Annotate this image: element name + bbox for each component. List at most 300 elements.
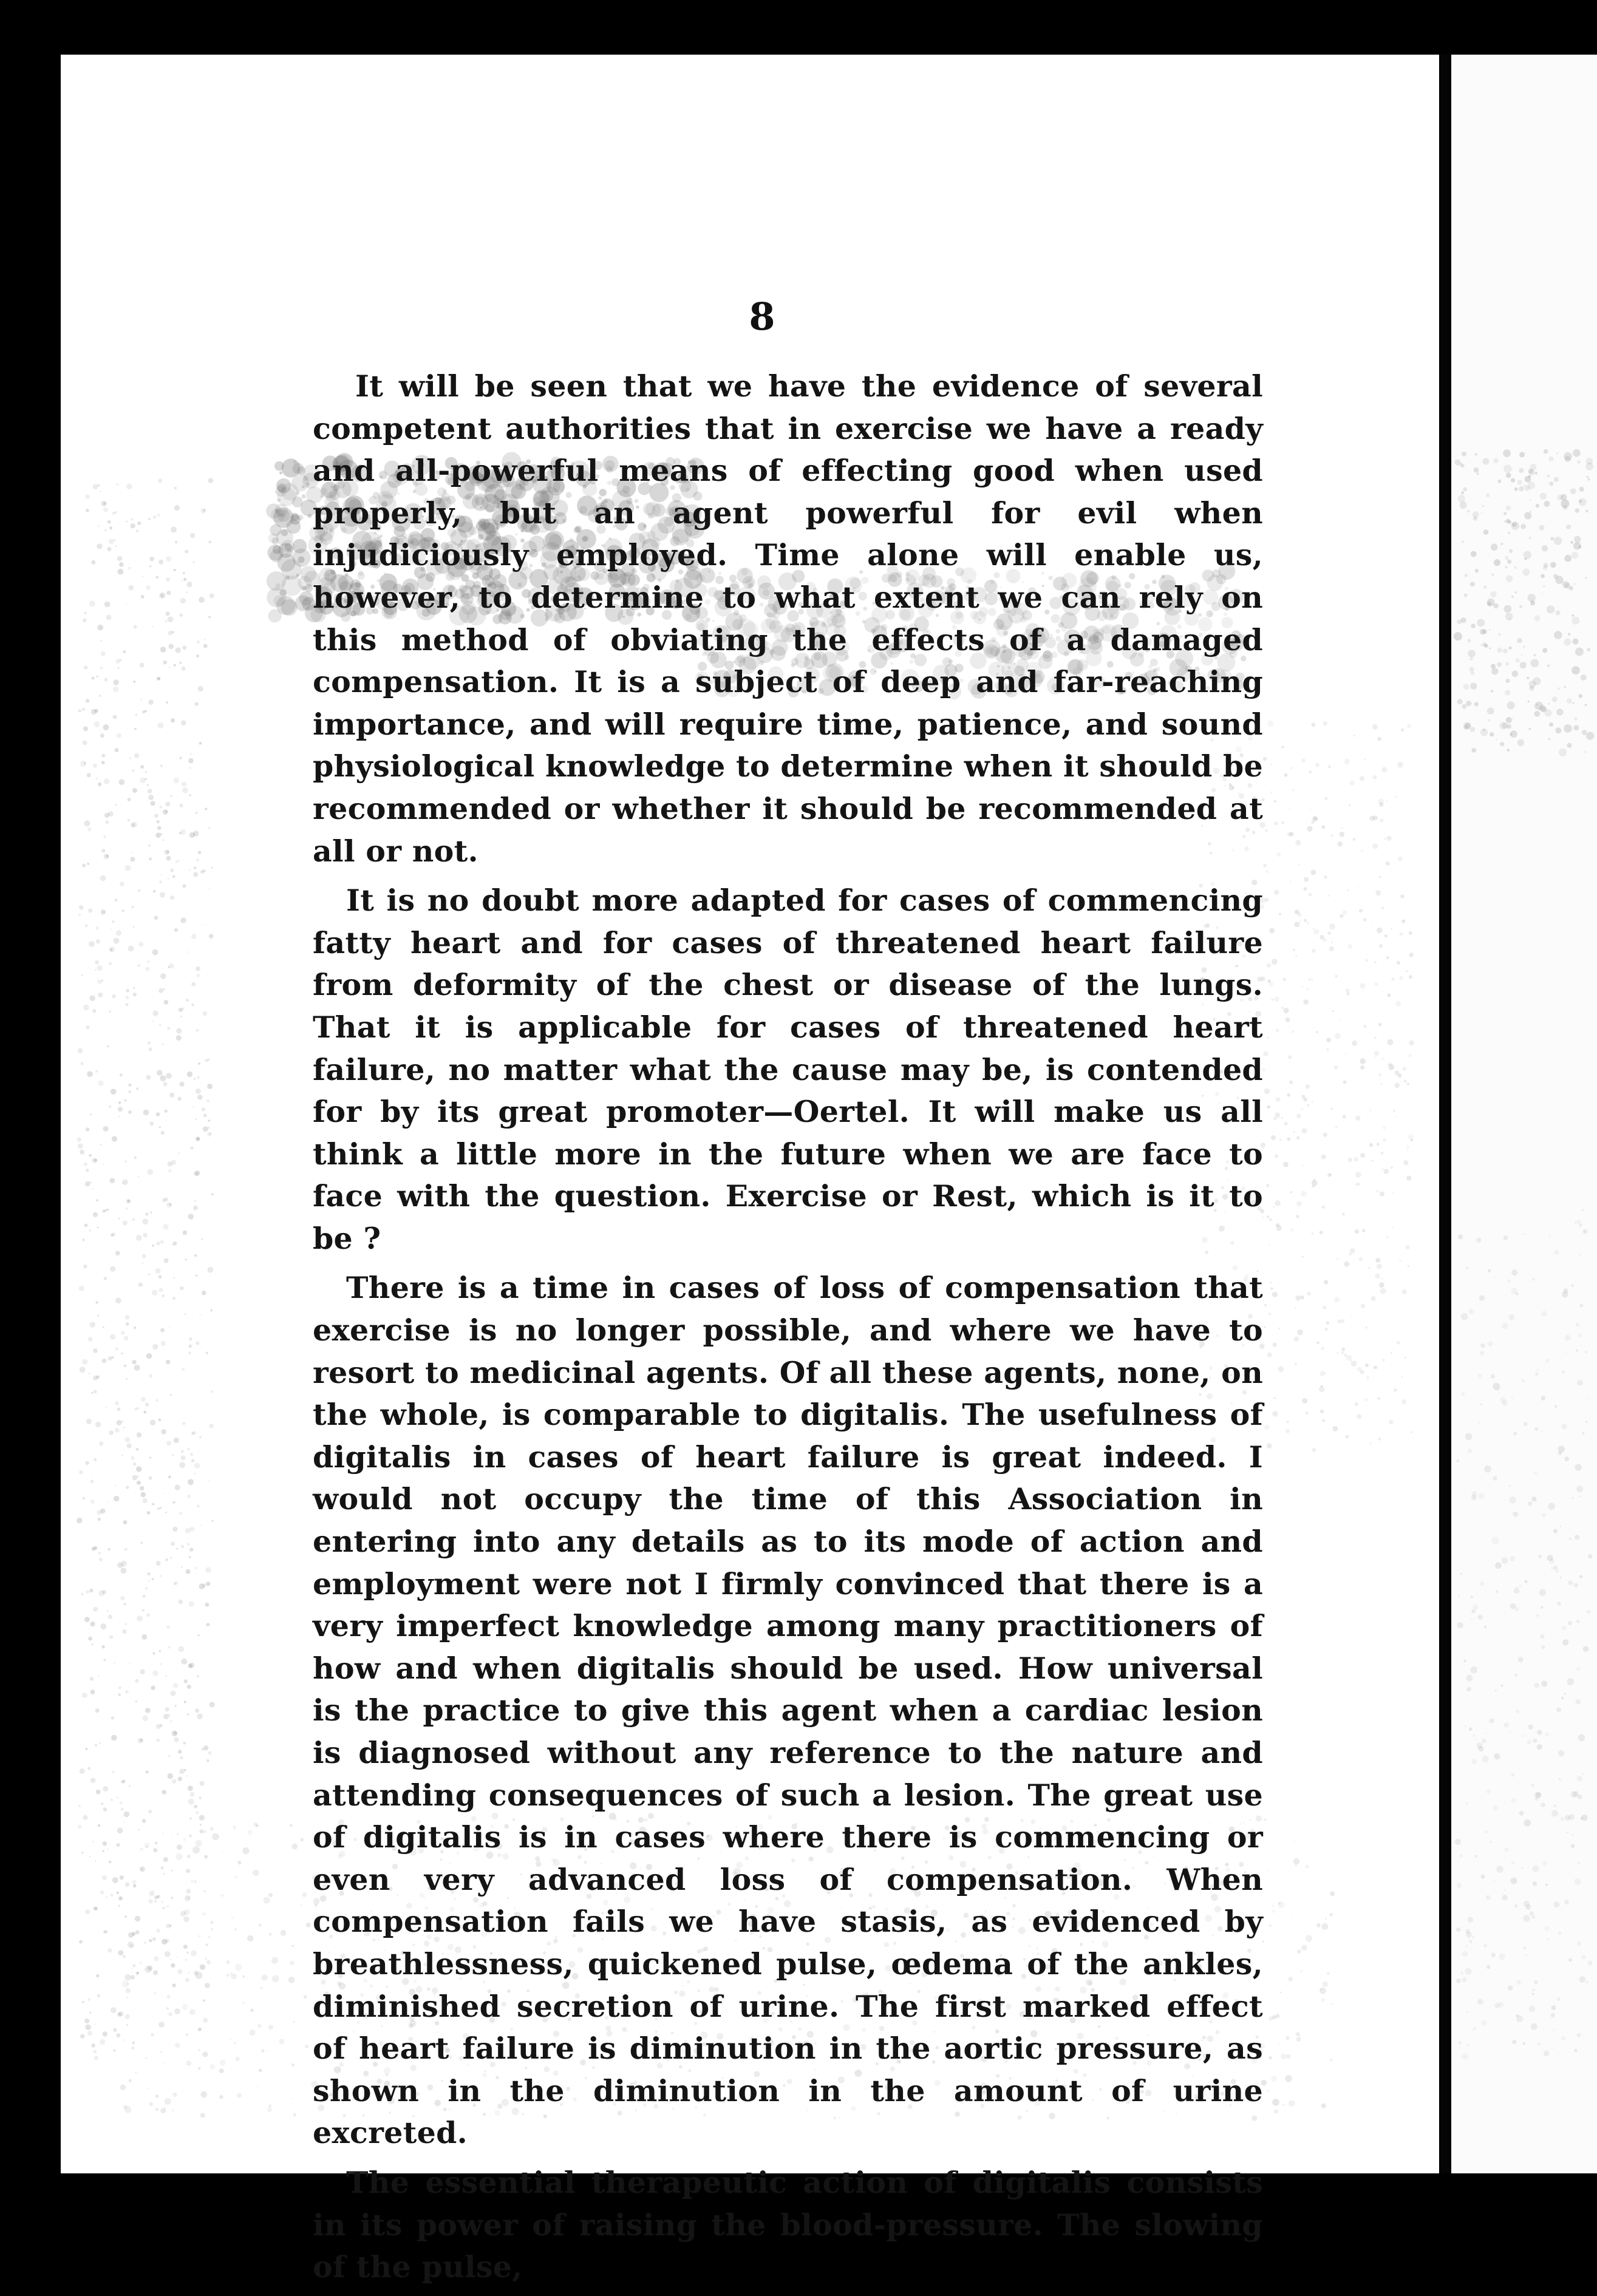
foxing-spot — [198, 851, 201, 854]
foxing-spot — [196, 1274, 197, 1276]
foxing-spot — [201, 1238, 203, 1240]
foxing-spot — [1404, 1080, 1407, 1083]
foxing-spot — [152, 1671, 158, 1676]
foxing-spot — [1316, 1031, 1318, 1033]
foxing-spot — [1469, 667, 1474, 671]
foxing-spot — [112, 1232, 115, 1236]
foxing-spot — [1502, 1557, 1508, 1563]
foxing-spot — [1308, 979, 1310, 981]
foxing-spot — [162, 1833, 163, 1834]
foxing-spot — [93, 764, 97, 768]
foxing-spot — [1334, 1297, 1340, 1303]
foxing-spot — [1551, 1567, 1553, 1569]
foxing-spot — [1508, 532, 1510, 534]
foxing-spot — [133, 993, 137, 996]
foxing-spot — [1502, 2022, 1503, 2023]
foxing-spot — [123, 1955, 126, 1958]
foxing-spot — [278, 483, 287, 492]
foxing-spot — [90, 996, 95, 1001]
foxing-spot — [1290, 767, 1292, 769]
foxing-spot — [1312, 949, 1316, 953]
foxing-spot — [293, 463, 304, 475]
foxing-spot — [1558, 1451, 1562, 1455]
foxing-spot — [1548, 457, 1553, 461]
foxing-spot — [1292, 1918, 1293, 1920]
foxing-spot — [1581, 674, 1587, 681]
foxing-spot — [1516, 1980, 1520, 1985]
foxing-spot — [80, 761, 86, 767]
foxing-spot — [1386, 956, 1389, 959]
foxing-spot — [82, 708, 86, 712]
foxing-spot — [1299, 920, 1301, 922]
foxing-spot — [290, 514, 301, 525]
foxing-spot — [230, 2039, 231, 2040]
foxing-spot — [1267, 1105, 1270, 1109]
foxing-spot — [82, 2001, 84, 2003]
foxing-spot — [209, 889, 210, 890]
foxing-spot — [1555, 576, 1564, 585]
foxing-spot — [1522, 1233, 1525, 1235]
foxing-spot — [1369, 1110, 1372, 1112]
foxing-spot — [1562, 582, 1563, 583]
foxing-spot — [136, 1448, 139, 1451]
foxing-spot — [1295, 1307, 1296, 1309]
foxing-spot — [100, 491, 101, 492]
foxing-spot — [1269, 2056, 1272, 2059]
foxing-spot — [1479, 1493, 1485, 1499]
foxing-spot — [1383, 1138, 1386, 1142]
foxing-spot — [1374, 1051, 1380, 1056]
foxing-spot — [124, 1549, 125, 1550]
foxing-spot — [165, 1558, 168, 1561]
foxing-spot — [185, 1959, 188, 1961]
foxing-spot — [160, 765, 163, 767]
foxing-spot — [116, 483, 118, 486]
foxing-spot — [126, 1207, 128, 1210]
foxing-spot — [1576, 1699, 1581, 1705]
foxing-spot — [141, 1868, 143, 1870]
foxing-spot — [188, 1799, 194, 1805]
paragraph-4: The essential therapeutic action of digitalis consists in its power of raising the blood-pressure. The slowing of the pulse, — [313, 2164, 1263, 2285]
foxing-spot — [276, 486, 287, 497]
foxing-spot — [226, 1974, 230, 1977]
foxing-spot — [141, 1263, 143, 1265]
foxing-spot — [1407, 1083, 1409, 1085]
foxing-spot — [141, 1542, 143, 1544]
foxing-spot — [92, 677, 95, 680]
foxing-spot — [154, 1992, 156, 1994]
foxing-spot — [117, 556, 123, 562]
foxing-spot — [1522, 1735, 1524, 1737]
foxing-spot — [1499, 1954, 1505, 1960]
foxing-spot — [1565, 1352, 1567, 1353]
foxing-spot — [1409, 1041, 1414, 1045]
foxing-spot — [1337, 1352, 1339, 1354]
foxing-spot — [145, 1212, 149, 1216]
foxing-spot — [93, 1607, 98, 1612]
foxing-spot — [1537, 1744, 1542, 1750]
foxing-spot — [100, 733, 104, 738]
foxing-spot — [179, 804, 183, 808]
foxing-spot — [1537, 1730, 1542, 1735]
foxing-spot — [81, 974, 83, 976]
foxing-spot — [1469, 1309, 1474, 1314]
foxing-spot — [135, 1679, 138, 1683]
foxing-spot — [191, 1432, 194, 1435]
foxing-spot — [93, 1348, 97, 1353]
foxing-spot — [1456, 1459, 1459, 1462]
foxing-spot — [1295, 909, 1299, 914]
foxing-spot — [191, 1951, 197, 1957]
foxing-spot — [109, 1178, 115, 1183]
foxing-spot — [1583, 1646, 1588, 1652]
foxing-spot — [209, 2064, 215, 2070]
foxing-spot — [156, 1112, 160, 1116]
foxing-spot — [1488, 1269, 1491, 1272]
foxing-spot — [194, 1880, 197, 1883]
foxing-spot — [1301, 1109, 1302, 1110]
foxing-spot — [1289, 809, 1290, 810]
foxing-spot — [210, 1309, 213, 1312]
foxing-spot — [206, 1623, 210, 1626]
foxing-spot — [118, 667, 120, 669]
foxing-spot — [196, 654, 199, 657]
foxing-spot — [1531, 1496, 1536, 1501]
foxing-spot — [145, 778, 147, 780]
foxing-spot — [1507, 702, 1515, 710]
foxing-spot — [1458, 1595, 1460, 1597]
foxing-spot — [122, 1180, 128, 1185]
foxing-spot — [281, 529, 288, 536]
foxing-spot — [117, 1892, 119, 1894]
foxing-spot — [1502, 722, 1509, 729]
foxing-spot — [1324, 875, 1327, 879]
foxing-spot — [1564, 1900, 1568, 1904]
foxing-spot — [118, 1116, 120, 1117]
foxing-spot — [1296, 1296, 1301, 1301]
foxing-spot — [203, 1745, 208, 1750]
foxing-spot — [1585, 510, 1588, 513]
foxing-spot — [1376, 1190, 1379, 1193]
foxing-spot — [1265, 898, 1269, 902]
foxing-spot — [1573, 702, 1575, 704]
foxing-spot — [1494, 458, 1499, 463]
foxing-spot — [1530, 511, 1531, 512]
foxing-spot — [97, 1994, 100, 1997]
foxing-spot — [1301, 1296, 1304, 1299]
foxing-spot — [1555, 1569, 1559, 1573]
foxing-spot — [126, 484, 132, 489]
foxing-spot — [85, 494, 90, 499]
foxing-spot — [97, 1314, 99, 1316]
foxing-spot — [1471, 1491, 1477, 1496]
foxing-spot — [83, 619, 86, 622]
foxing-spot — [1510, 1731, 1511, 1733]
foxing-spot — [83, 1238, 85, 1241]
foxing-spot — [107, 547, 111, 551]
foxing-spot — [1463, 722, 1471, 730]
foxing-spot — [237, 2093, 242, 2098]
foxing-spot — [296, 491, 300, 495]
foxing-spot — [85, 1461, 89, 1465]
foxing-spot — [1561, 2036, 1565, 2040]
foxing-spot — [274, 596, 285, 606]
foxing-spot — [1511, 1861, 1514, 1864]
foxing-spot — [296, 574, 299, 577]
foxing-spot — [199, 1796, 202, 1799]
foxing-spot — [1511, 1269, 1517, 1275]
foxing-spot — [117, 1843, 120, 1847]
foxing-spot — [1482, 505, 1484, 507]
foxing-spot — [1287, 1093, 1290, 1097]
foxing-spot — [1533, 1866, 1539, 1872]
foxing-spot — [196, 1840, 202, 1847]
foxing-spot — [104, 1277, 107, 1280]
foxing-spot — [1377, 928, 1383, 934]
foxing-spot — [1579, 1223, 1582, 1227]
foxing-spot — [1524, 551, 1531, 559]
foxing-spot — [150, 1211, 152, 1214]
foxing-spot — [86, 1025, 89, 1029]
foxing-spot — [87, 2031, 92, 2036]
foxing-spot — [1575, 1535, 1579, 1540]
foxing-spot — [183, 1917, 189, 1923]
foxing-spot — [1279, 1139, 1282, 1141]
foxing-spot — [98, 1016, 100, 1017]
foxing-spot — [1282, 977, 1286, 981]
foxing-spot — [1325, 1918, 1327, 1920]
foxing-spot — [1374, 1366, 1377, 1370]
foxing-spot — [133, 1462, 136, 1466]
foxing-spot — [126, 1322, 129, 1325]
foxing-spot — [160, 2108, 166, 2113]
foxing-spot — [1407, 724, 1411, 728]
foxing-spot — [1579, 694, 1582, 698]
foxing-spot — [1477, 619, 1485, 627]
foxing-spot — [115, 1347, 118, 1350]
foxing-spot — [160, 594, 163, 597]
foxing-spot — [242, 1975, 245, 1978]
foxing-spot — [1523, 1915, 1530, 1921]
foxing-spot — [1534, 616, 1541, 622]
foxing-spot — [1545, 1359, 1549, 1362]
foxing-spot — [95, 926, 99, 930]
foxing-spot — [285, 576, 290, 580]
foxing-spot — [160, 1328, 165, 1333]
foxing-spot — [103, 1326, 104, 1328]
foxing-spot — [169, 1326, 170, 1328]
foxing-spot — [194, 1473, 196, 1475]
foxing-spot — [1391, 1167, 1393, 1169]
foxing-spot — [1579, 1976, 1585, 1982]
foxing-spot — [1471, 1495, 1477, 1501]
foxing-spot — [162, 1295, 165, 1297]
foxing-spot — [162, 1044, 163, 1045]
foxing-spot — [146, 967, 149, 971]
foxing-spot — [1510, 619, 1511, 620]
foxing-spot — [126, 1997, 128, 1999]
foxing-spot — [104, 813, 109, 818]
foxing-spot — [80, 1150, 84, 1155]
foxing-spot — [1471, 1596, 1473, 1598]
foxing-spot — [163, 839, 165, 841]
foxing-spot — [171, 1160, 176, 1166]
foxing-spot — [1394, 1082, 1400, 1088]
foxing-spot — [270, 525, 281, 536]
foxing-spot — [135, 714, 137, 716]
foxing-spot — [121, 1567, 127, 1574]
foxing-spot — [1402, 1289, 1407, 1294]
foxing-spot — [1575, 1221, 1576, 1223]
foxing-spot — [1583, 1229, 1588, 1234]
foxing-spot — [1511, 1798, 1516, 1803]
foxing-spot — [154, 916, 158, 920]
foxing-spot — [138, 1176, 139, 1177]
foxing-spot — [1330, 1891, 1335, 1896]
foxing-spot — [100, 2039, 105, 2045]
foxing-spot — [163, 1857, 168, 1862]
foxing-spot — [166, 1203, 172, 1208]
foxing-spot — [200, 870, 204, 874]
foxing-spot — [1584, 751, 1586, 753]
foxing-spot — [143, 1595, 146, 1598]
foxing-spot — [89, 600, 95, 606]
foxing-spot — [1319, 1231, 1323, 1234]
foxing-spot — [165, 810, 168, 813]
foxing-spot — [271, 508, 285, 522]
foxing-spot — [1514, 1904, 1517, 1907]
foxing-spot — [152, 1010, 158, 1016]
foxing-spot — [89, 941, 95, 947]
foxing-spot — [1486, 1789, 1491, 1793]
foxing-spot — [161, 1131, 165, 1135]
foxing-spot — [1411, 1432, 1412, 1433]
foxing-spot — [208, 1119, 210, 1122]
foxing-spot — [186, 999, 189, 1002]
foxing-spot — [1524, 1580, 1527, 1583]
foxing-spot — [170, 1557, 172, 1559]
foxing-spot — [1536, 1792, 1541, 1797]
foxing-spot — [191, 1004, 194, 1007]
foxing-spot — [90, 1113, 92, 1116]
foxing-spot — [1272, 999, 1273, 1000]
foxing-spot — [164, 2063, 166, 2065]
foxing-spot — [1276, 1225, 1282, 1231]
foxing-spot — [157, 514, 160, 517]
foxing-spot — [1483, 729, 1485, 731]
foxing-spot — [1512, 671, 1519, 678]
foxing-spot — [186, 2034, 188, 2036]
foxing-spot — [1381, 1152, 1384, 1155]
foxing-spot — [1398, 857, 1403, 861]
foxing-spot — [1341, 827, 1343, 829]
foxing-spot — [179, 1462, 185, 1468]
foxing-spot — [1505, 662, 1509, 666]
foxing-spot — [1574, 536, 1581, 543]
foxing-spot — [1342, 1348, 1345, 1351]
foxing-spot — [1279, 1387, 1281, 1388]
foxing-spot — [253, 1870, 259, 1877]
foxing-spot — [1473, 1605, 1479, 1610]
foxing-spot — [132, 770, 134, 772]
foxing-spot — [165, 2098, 171, 2105]
foxing-spot — [196, 966, 200, 971]
foxing-spot — [1531, 1784, 1534, 1787]
foxing-spot — [125, 1003, 128, 1006]
foxing-spot — [1377, 1264, 1382, 1269]
foxing-spot — [1564, 1693, 1567, 1695]
foxing-spot — [109, 948, 113, 952]
foxing-spot — [1528, 475, 1531, 477]
foxing-spot — [90, 1500, 95, 1504]
foxing-spot — [1360, 776, 1364, 781]
foxing-spot — [145, 1843, 149, 1847]
foxing-spot — [192, 1106, 194, 1108]
foxing-spot — [268, 609, 282, 622]
foxing-spot — [1564, 1456, 1569, 1461]
foxing-spot — [293, 2021, 295, 2023]
foxing-spot — [134, 728, 137, 730]
foxing-spot — [164, 1109, 168, 1113]
foxing-spot — [158, 793, 159, 795]
foxing-spot — [1273, 1343, 1277, 1347]
foxing-spot — [1554, 537, 1562, 545]
foxing-spot — [1478, 1615, 1483, 1620]
foxing-spot — [1554, 1250, 1559, 1255]
foxing-spot — [1504, 1889, 1505, 1890]
foxing-spot — [1400, 932, 1403, 936]
foxing-spot — [140, 1739, 143, 1741]
foxing-spot — [122, 909, 124, 912]
foxing-spot — [1387, 1039, 1393, 1045]
foxing-spot — [118, 569, 124, 575]
foxing-spot — [210, 1827, 214, 1830]
foxing-spot — [174, 1731, 177, 1734]
foxing-spot — [297, 466, 305, 475]
foxing-spot — [1529, 2005, 1536, 2012]
foxing-spot — [100, 640, 102, 642]
foxing-spot — [1493, 1881, 1495, 1883]
foxing-spot — [175, 1853, 182, 1860]
foxing-spot — [1548, 738, 1550, 740]
foxing-spot — [1321, 1155, 1326, 1160]
foxing-spot — [182, 645, 186, 650]
foxing-spot — [306, 1923, 311, 1927]
foxing-spot — [98, 993, 103, 997]
foxing-spot — [231, 1917, 234, 1919]
foxing-spot — [1383, 1169, 1389, 1174]
foxing-spot — [1355, 1183, 1357, 1185]
foxing-spot — [1510, 1878, 1517, 1884]
foxing-spot — [129, 1091, 131, 1093]
foxing-spot — [1389, 1062, 1392, 1066]
foxing-spot — [77, 1138, 81, 1143]
foxing-spot — [268, 1933, 271, 1936]
foxing-spot — [1378, 799, 1384, 804]
foxing-spot — [1512, 2040, 1516, 2044]
foxing-spot — [1469, 1727, 1473, 1731]
foxing-spot — [1278, 2042, 1279, 2044]
foxing-spot — [1327, 931, 1331, 935]
foxing-spot — [111, 2007, 117, 2013]
foxing-spot — [1577, 460, 1581, 464]
foxing-spot — [121, 1561, 127, 1567]
foxing-spot — [126, 521, 128, 523]
foxing-spot — [1582, 730, 1587, 735]
foxing-spot — [292, 497, 303, 508]
foxing-spot — [155, 576, 158, 579]
foxing-spot — [126, 989, 129, 992]
